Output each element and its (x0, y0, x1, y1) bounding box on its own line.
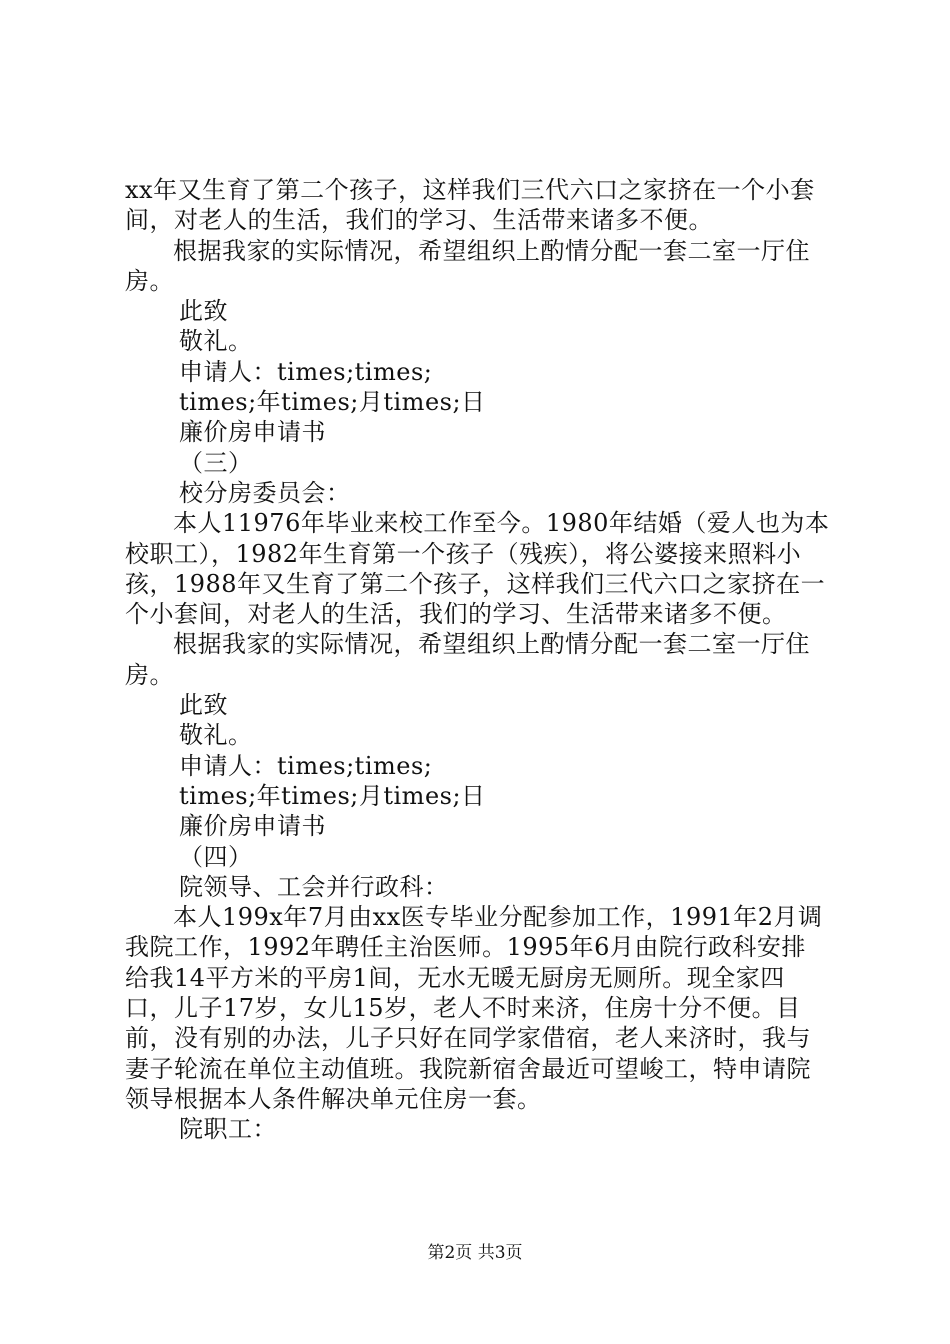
document-paragraph: 本人199x年7月由xx医专毕业分配参加工作，1991年2月调我院工作，1992年聘任主治医师。1995年6月由院行政科安排给我14平方米的平房1间，无水无暖无厨房无厕所。现全家四口，儿子17岁，女儿15岁，老人不时来济，住房十分不便。目前，没有别的办法，儿子只好在同学家借宿，老人来济时，我与妻子轮流在单位主动值班。我院新宿舍最近可望峻工，特申请院领导根据本人条件解决单元住房一套。 (125, 903, 823, 1113)
document-paragraph: （四） (179, 842, 253, 871)
document-paragraph: （三） (179, 448, 253, 477)
document-paragraph: 廉价房申请书 (179, 812, 326, 841)
document-paragraph: 申请人：times;times; (179, 357, 433, 386)
document-body (125, 175, 830, 1145)
document-paragraph: 本人11976年毕业来校工作至今。1980年结婚（爱人也为本校职工），1982年生育第一个孩子（残疾），将公婆接来照料小孩，1988年又生育了第二个孩子，这样我们三代六口之家挤在一个小套间，对老人的生活，我们的学习、生活带来诸多不便。 (125, 509, 830, 629)
document-paragraph: 院领导、工会并行政科： (179, 872, 449, 901)
document-paragraph: 申请人：times;times; (179, 751, 433, 780)
document-paragraph: 根据我家的实际情况，希望组织上酌情分配一套二室一厅住房。 (125, 236, 810, 295)
document-paragraph: 校分房委员会： (179, 478, 351, 507)
page-footer: 第2页 共3页 (427, 1243, 523, 1263)
document-paragraph: 此致 (179, 297, 228, 326)
document-paragraph: 廉价房申请书 (179, 418, 326, 447)
document-paragraph: 院职工： (179, 1115, 277, 1144)
document-paragraph: times;年times;月times;日 (179, 388, 486, 417)
document-paragraph: times;年times;月times;日 (179, 781, 486, 810)
document-paragraph: 敬礼。 (179, 327, 253, 356)
document-paragraph: 此致 (179, 691, 228, 720)
document-paragraph: xx年又生育了第二个孩子，这样我们三代六口之家挤在一个小套间，对老人的生活，我们的学习、生活带来诸多不便。 (125, 176, 815, 235)
document-paragraph: 敬礼。 (179, 721, 253, 750)
document-paragraph: 根据我家的实际情况，希望组织上酌情分配一套二室一厅住房。 (125, 630, 810, 689)
